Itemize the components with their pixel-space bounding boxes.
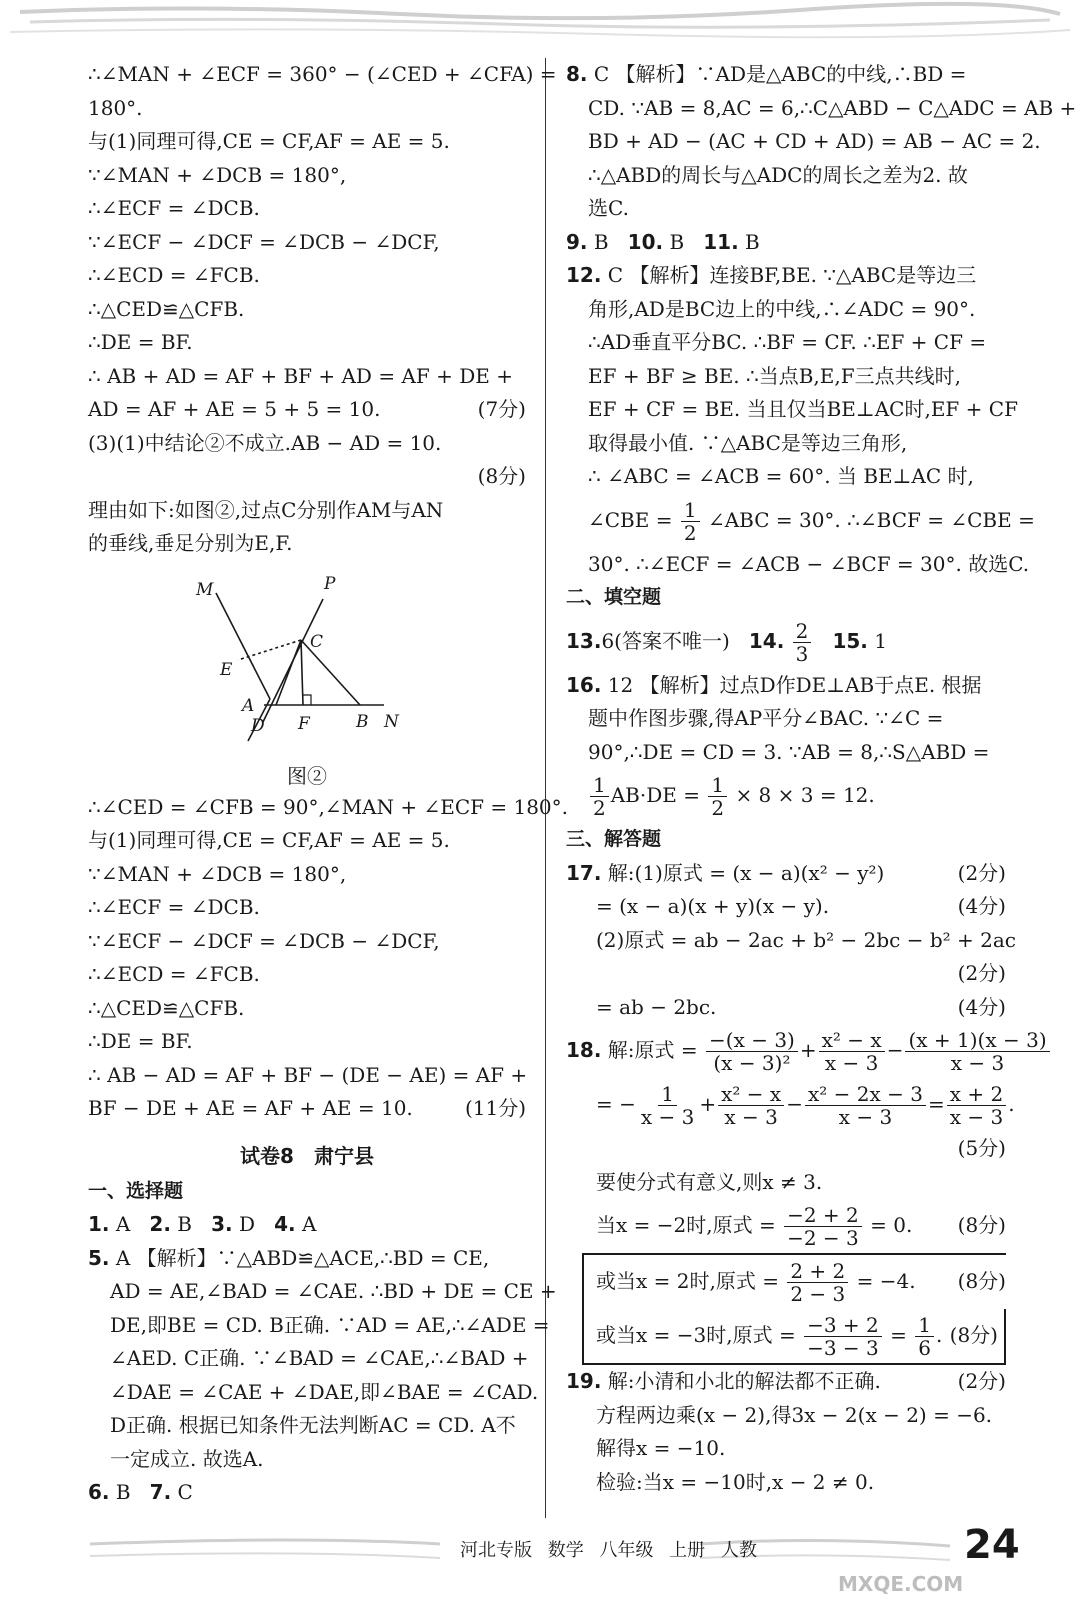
answer-text: = ab − 2bc. (596, 994, 717, 1019)
numerator: 1 (658, 1083, 677, 1106)
score: (7分) (477, 397, 526, 421)
answer-line: 解得x = −10. (596, 1436, 726, 1460)
fraction (787, 1260, 848, 1305)
expr: 或当x = 2时,原式 = (596, 1269, 779, 1293)
text-line (88, 460, 526, 494)
question-number: 12. (566, 263, 602, 287)
answer-line (566, 669, 1006, 703)
fraction (590, 774, 609, 819)
answer-line: = − $\frac{1}{x - 3}$ + $\frac{\text{x² − x}}{x - 3}$ − $\frac{\text{x² − 2x − 3}}{x - 3}$ = $\frac{x + 2}{x - 3}$ . (596, 1082, 1015, 1129)
question-number: 9. (566, 229, 588, 254)
answer-line: CD. ∵AB = 8,AC = 6,∴C△ABD − C△ADC = AB + (588, 95, 1077, 120)
answer-line (566, 769, 1006, 823)
text-line: ∴ AB − AD = AF + BF − (DE − AE) = AF + (88, 1062, 528, 1087)
denominator: x − 3 (950, 1051, 1005, 1075)
answer-row (566, 226, 1006, 260)
text-line: ∴ AB + AD = AF + BF + AD = AF + DE + (88, 363, 513, 388)
text-line: 180°. (88, 95, 143, 120)
numerator: 1 (590, 774, 609, 797)
text-line: 的垂线,垂足分别为E,F. (88, 531, 293, 555)
answer-line: 选C. (588, 196, 629, 220)
segment-ca (276, 640, 301, 705)
text-line-content: BF − DE + AE = AF + AE = 10. (88, 1096, 413, 1120)
score: (5分) (957, 1136, 1006, 1160)
fraction (681, 499, 700, 544)
denominator: 2 (593, 796, 606, 820)
section-heading: 三、解答题 (566, 828, 662, 850)
answer-text: 解:小清和小北的解法都不正确. (607, 1369, 881, 1393)
fraction (804, 1314, 882, 1359)
numerator: 2 (793, 620, 812, 643)
answer-line: 取得最小值. ∵△ABC是等边三角形, (588, 430, 908, 455)
text-line-content: AD = AF + AE = 5 + 5 = 10. (88, 397, 381, 421)
exam-title: 试卷8 肃宁县 (240, 1143, 374, 1168)
question-number: 4. (274, 1212, 296, 1236)
fraction (793, 620, 812, 665)
answer-line: (2)原式 = ab − 2ac + b² − 2bc − b² + 2ac (596, 927, 1016, 952)
numerator: 2 + 2 (787, 1260, 848, 1283)
question-number: 15. (832, 628, 868, 653)
alternative-answers-bracket (582, 1253, 1006, 1365)
answer-line: 90°,∴DE = CD = 3. ∵AB = 8,∴S△ABD = (588, 739, 990, 764)
answer-line (566, 890, 1006, 924)
question-number: 14. (748, 628, 785, 653)
question-number: 17. (566, 860, 602, 885)
denominator: 3 (795, 641, 809, 666)
text-line: ∵∠ECF − ∠DCF = ∠DCB − ∠DCF, (88, 928, 440, 953)
ray-am (216, 593, 270, 699)
text-line: 理由如下:如图②,过点C分别作AM与AN (88, 497, 444, 522)
expr: 或当x = −3时,原式 = (596, 1323, 796, 1347)
score: (8分) (477, 464, 526, 488)
answer-line: 题中作图步骤,得AP平分∠BAC. ∵∠C = (588, 706, 944, 730)
numerator: 1 (708, 774, 727, 797)
question-number: 11. (703, 229, 739, 254)
numerator: −(x − 3) (706, 1029, 798, 1052)
fraction (905, 1029, 1049, 1074)
expr: = 0. (870, 1213, 913, 1237)
text-line: ∵∠MAN + ∠DCB = 180°, (88, 162, 347, 187)
denominator: 6 (918, 1336, 931, 1360)
right-angle-mark (303, 695, 311, 705)
text-line: ∴DE = BF. (88, 1029, 193, 1053)
answer-row (566, 615, 1006, 669)
answer-line: 18. 解:原式 = $\frac{-(x - 3)}{\text{(x − 3)²}}$ + $\frac{\text{x² − x}}{x - 3}$ − $\frac{(x + 1)(x - 3)}{x - 3}$ (566, 1024, 1006, 1078)
expr: 解:原式 = (607, 1038, 698, 1062)
score: (8分) (957, 1269, 1006, 1293)
label-m: M (196, 579, 214, 600)
text-line: ∴∠ECD = ∠FCB. (88, 263, 260, 287)
watermark: MXQE.COM (838, 1572, 964, 1596)
answer: A (301, 1212, 317, 1236)
label-n: N (384, 711, 399, 732)
fraction (784, 1204, 862, 1249)
answer-line: ∴ ∠ABC = ∠ACB = 60°. 当 BE⊥AC 时, (588, 464, 974, 488)
text-line: ∴△CED≌△CFB. (88, 995, 245, 1020)
answer-line: 或当x = −3时,原式 = $\frac{-3 + 2}{-3 - 3}$ = $\frac{1}{6}$ . (8分) (596, 1309, 1006, 1363)
fraction (718, 1083, 784, 1128)
answer-row (88, 1476, 526, 1510)
numerator: −2 + 2 (784, 1204, 862, 1227)
answer-line (566, 1132, 1006, 1166)
answer-line: 检验:当x = −10时,x − 2 ≠ 0. (596, 1469, 875, 1494)
expr: = (890, 1323, 907, 1347)
numerator: x + 2 (947, 1083, 1006, 1106)
answer-line: 30°. ∴∠ECF = ∠ACB − ∠BCF = 30°. 故选C. (588, 551, 1030, 576)
expr: 当x = −2时,原式 = (596, 1213, 776, 1237)
denominator: (x − 3)² (713, 1051, 791, 1075)
numerator: 1 (681, 499, 700, 522)
answer-line: 方程两边乘(x − 2),得3x − 2(x − 2) = −6. (596, 1402, 993, 1427)
fraction (706, 1029, 798, 1074)
question-number: 6. (88, 1480, 110, 1504)
label-f: F (298, 713, 310, 734)
answer-line (566, 1365, 1006, 1399)
answer-line (566, 259, 1006, 293)
score: (8分) (949, 1323, 998, 1347)
question-number: 19. (566, 1369, 602, 1393)
label-e: E (220, 659, 233, 680)
expr: AB·DE = (610, 783, 700, 807)
expr: = −4. (856, 1269, 916, 1293)
score: (2分) (957, 1369, 1006, 1393)
expr: ∠ABC = 30°. ∴∠BCF = ∠CBE = (707, 507, 1035, 532)
numerator: 1 (915, 1314, 934, 1337)
answer-line (566, 991, 1006, 1025)
question-number: 13. (566, 628, 602, 653)
answer-line (566, 58, 1006, 92)
left-column (88, 58, 568, 1510)
score: (4分) (957, 994, 1006, 1019)
score: (11分) (464, 1096, 526, 1120)
answer-row (88, 1208, 526, 1242)
answer-line (88, 1242, 526, 1276)
question-number: 5. (88, 1245, 110, 1270)
label-a: A (242, 695, 255, 716)
denominator: −2 − 3 (787, 1226, 859, 1250)
score: (4分) (957, 894, 1006, 918)
numerator: (x + 1)(x − 3) (905, 1029, 1049, 1052)
numerator: x² − x (819, 1029, 885, 1052)
answer-line: 角形,AD是BC边上的中线,∴∠ADC = 90°. (588, 296, 976, 321)
fraction (915, 1314, 934, 1359)
answer-text: 12 【解析】过点D作DE⊥AB于点E. 根据 (607, 672, 982, 697)
answer-line: ∴△ABD的周长与△ADC的周长之差为2. 故 (588, 162, 968, 187)
denominator: 2 (683, 520, 697, 545)
figure-caption: 图② (287, 763, 327, 788)
answer: B (669, 229, 685, 254)
denominator: x − 3 (640, 1105, 695, 1129)
text-line (88, 1092, 526, 1126)
score: (2分) (957, 961, 1006, 985)
fraction (708, 774, 727, 819)
numerator: −3 + 2 (804, 1314, 882, 1337)
answer: A (115, 1212, 131, 1236)
score: (8分) (957, 1213, 1006, 1237)
label-c: C (310, 631, 324, 652)
question-number: 10. (627, 229, 664, 254)
text-line: ∴△CED≌△CFB. (88, 296, 245, 321)
top-border-decoration (0, 0, 1084, 46)
answer-line (596, 1255, 1006, 1309)
text-line: ∵∠ECF − ∠DCF = ∠DCB − ∠DCF, (88, 229, 440, 254)
text-line: ∴∠ECF = ∠DCB. (88, 895, 260, 919)
answer-line (566, 857, 1006, 891)
denominator: 2 − 3 (790, 1282, 846, 1306)
label-d: D (251, 715, 265, 736)
answer-line (566, 494, 1035, 548)
fraction (638, 1083, 697, 1128)
answer-line: ∴AD垂直平分BC. ∴BF = CF. ∴EF + CF = (588, 330, 987, 354)
label-b: B (356, 711, 369, 732)
figure-svg (88, 561, 526, 761)
denominator: −3 − 3 (807, 1336, 879, 1360)
text-line: ∴∠ECD = ∠FCB. (88, 962, 260, 986)
answer: 1 (874, 628, 887, 653)
section-heading: 二、填空题 (566, 586, 662, 608)
text-line (88, 393, 526, 427)
numerator: x² − x (718, 1083, 784, 1106)
answer: D (238, 1212, 255, 1236)
denominator: x − 3 (724, 1105, 778, 1129)
page-number: 24 (964, 1522, 1020, 1568)
answer-line: EF + CF = BE. 当且仅当BE⊥AC时,EF + CF (588, 397, 1018, 421)
answer-line: D正确. 根据已知条件无法判断AC = CD. A不 (110, 1413, 516, 1437)
question-number: 8. (566, 62, 588, 86)
right-column (566, 58, 1077, 1499)
answer-line (566, 1199, 1006, 1253)
answer: B (593, 229, 609, 254)
text-line: ∴∠MAN + ∠ECF = 360° − (∠CED + ∠CFA) = (88, 62, 557, 86)
denominator: x − 3 (949, 1105, 1004, 1129)
expr: × 8 × 3 = 12. (735, 783, 875, 807)
fraction (947, 1083, 1006, 1128)
label-p: P (324, 573, 336, 594)
text-line: (3)(1)中结论②不成立.AB − AD = 10. (88, 430, 442, 455)
text-line: ∴∠CED = ∠CFB = 90°,∠MAN + ∠ECF = 180°. (88, 794, 568, 819)
section-heading: 一、选择题 (88, 1179, 184, 1202)
answer-text: C 【解析】∵AD是△ABC的中线,∴BD = (593, 62, 967, 86)
answer-line: 要使分式有意义,则x ≠ 3. (596, 1169, 823, 1194)
answer: B (745, 229, 760, 254)
denominator: x − 3 (824, 1051, 879, 1075)
answer: B (115, 1480, 131, 1504)
footer-text: 河北专版 数学 八年级 上册 人教 (460, 1540, 757, 1561)
answer-line: EF + BF ≥ BE. ∴当点B,E,F三点共线时, (588, 363, 961, 388)
question-number: 3. (211, 1212, 233, 1236)
expr: ∠CBE = (588, 507, 673, 532)
answer: C (177, 1480, 193, 1504)
answer-text: C 【解析】连接BF,BE. ∵△ABC是等边三 (607, 263, 977, 287)
answer-line: BD + AD − (AC + CD + AD) = AB − AC = 2. (588, 129, 1041, 153)
answer-line: ∠AED. C正确. ∵∠BAD = ∠CAE,∴∠BAD + (110, 1346, 529, 1370)
score: (2分) (957, 860, 1006, 885)
answer-text: A 【解析】∵△ABD≌△ACE,∴BD = CE, (115, 1245, 490, 1270)
denominator: 2 (711, 796, 725, 820)
fraction (819, 1029, 885, 1074)
question-number: 2. (149, 1212, 171, 1236)
numerator: x² − 2x − 3 (805, 1083, 926, 1106)
answer-text: 解:(1)原式 = (x − a)(x² − y²) (607, 860, 885, 885)
denominator: x − 3 (838, 1105, 893, 1129)
question-number: 18. (566, 1038, 602, 1062)
question-number: 7. (149, 1480, 172, 1504)
geometry-figure (88, 561, 526, 761)
segment-ce (238, 640, 301, 660)
answer-line: AD = AE,∠BAD = ∠CAE. ∴BD + DE = CE + (110, 1279, 557, 1303)
answer-line (566, 957, 1006, 991)
answer: 6(答案不唯一) (601, 628, 730, 653)
answer-line: DE,即BE = CD. B正确. ∵AD = AE,∴∠ADE = (110, 1312, 550, 1337)
answer-text: = (x − a)(x + y)(x − y). (596, 894, 830, 918)
text-line: ∴DE = BF. (88, 330, 193, 354)
answer: B (177, 1212, 192, 1236)
text-line: ∵∠MAN + ∠DCB = 180°, (88, 861, 347, 886)
answer-line: 一定成立. 故选A. (110, 1446, 264, 1471)
text-line: 与(1)同理可得,CE = CF,AF = AE = 5. (88, 129, 450, 153)
text-line: 与(1)同理可得,CE = CF,AF = AE = 5. (88, 828, 450, 852)
text-line: ∴∠ECF = ∠DCB. (88, 196, 260, 220)
segment-cf (301, 640, 303, 705)
question-number: 16. (566, 672, 602, 697)
answer-line: ∠DAE = ∠CAE + ∠DAE,即∠BAE = ∠CAD. (110, 1379, 539, 1404)
fraction (805, 1083, 926, 1128)
question-number: 1. (88, 1212, 110, 1236)
